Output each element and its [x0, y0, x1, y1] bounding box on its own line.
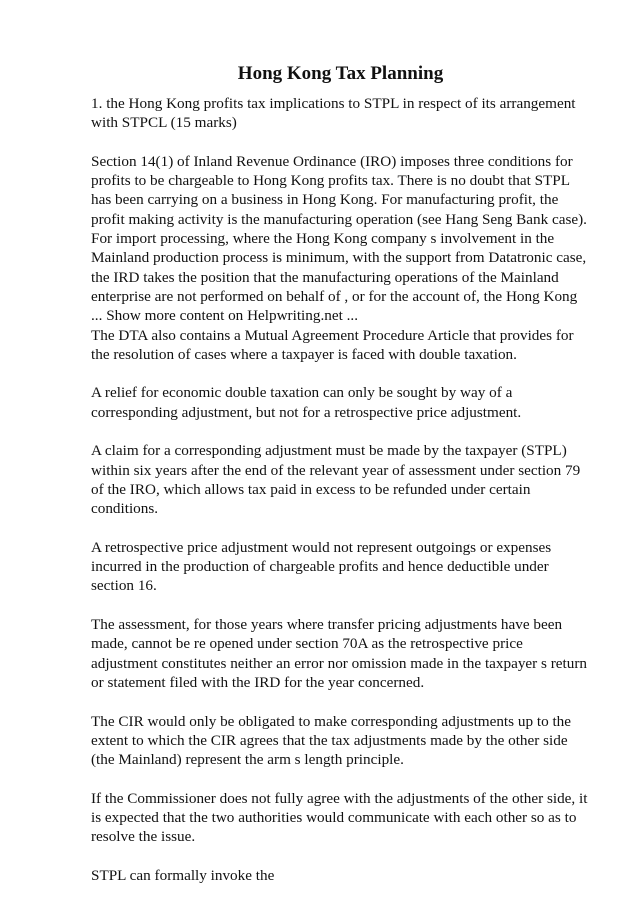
- paragraph-retrospective: A retrospective price adjustment would not represent outgoings or expenses incurred in the production of chargeable profits and hence deductible under section 16.: [91, 538, 552, 595]
- paragraph-claim: A claim for a corresponding adjustment must be made by the taxpayer (STPL) within six years after the end of the relevant year of assessment under section 79 of the IRO, which allows tax paid in excess to be refunded under certain conditions.: [91, 442, 581, 518]
- paragraph-relief: A relief for economic double taxation can only be sought by way of a corresponding adjustment, but not for a retrospective price adjustment.: [91, 384, 522, 421]
- paragraph-section-14: Section 14(1) of Inland Revenue Ordinance (IRO) imposes three conditions for profits to be chargeable to Hong Kong profits tax. There is no doubt that STPL has been carrying on a business in Hong Kong. For manufacturing profit, the profit making activity is the manufacturing operation (see Hang Seng Bank case). For import processing, where the Hong Kong company s involvement in the Mainland production process is minimum, with the support from Datatronic case, the IRD takes the position that the manufacturing operations of the Mainland enterprise are not performed on behalf of , or for the account of, the Hong Kong ... Show more content on Helpwriting.net ...: [91, 152, 587, 325]
- paragraph-dta-map: The DTA also contains a Mutual Agreement Procedure Article that provides for the resolution of cases where a taxpayer is faced with double taxation.: [91, 326, 574, 363]
- paragraph-stpl-invoke: STPL can formally invoke the: [91, 866, 275, 884]
- paragraph-assessment: The assessment, for those years where transfer pricing adjustments have been made, cannot be re opened under section 70A as the retrospective price adjustment constitutes neither an error nor omission made in the taxpayer s return or statement filed with the IRD for the year concerned.: [91, 616, 587, 691]
- paragraph-question: 1. the Hong Kong profits tax implications to STPL in respect of its arrangement with STPCL (15 marks): [91, 95, 576, 132]
- paragraph-cir: The CIR would only be obligated to make corresponding adjustments up to the extent to which the CIR agrees that the tax adjustments made by the other side (the Mainland) represent the arm s length principle.: [91, 712, 572, 769]
- document-title: Hong Kong Tax Planning: [237, 63, 444, 84]
- paragraph-commissioner: If the Commissioner does not fully agree with the adjustments of the other side, it is expected that the two authorities would communicate with each other so as to resolve the issue.: [91, 789, 588, 846]
